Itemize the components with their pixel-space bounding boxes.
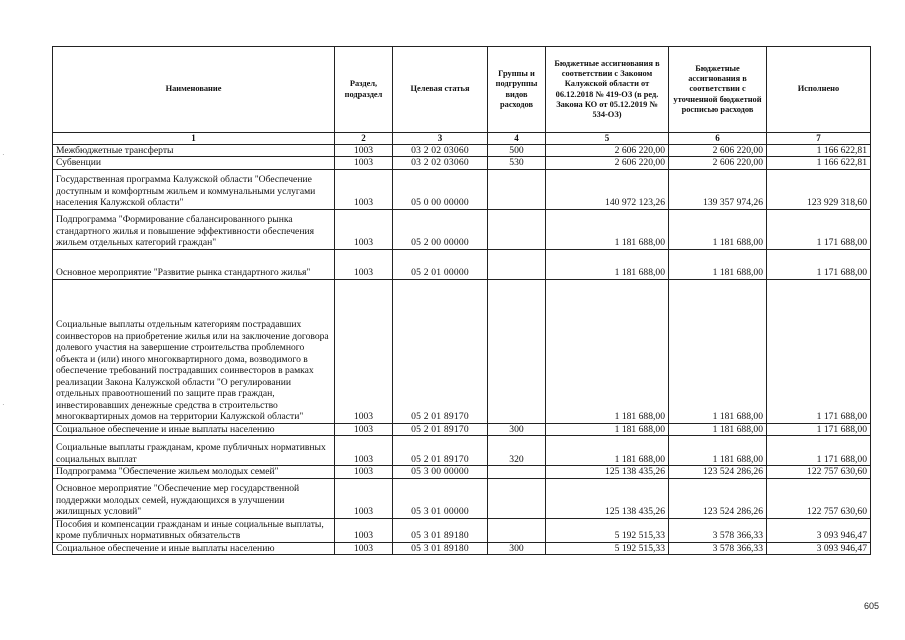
table-row <box>53 144 871 157</box>
column-number: 3 <box>393 133 488 145</box>
cell-section: 1003 <box>335 169 393 209</box>
cell-name: Подпрограмма "Формирование сбалансированного рынка стандартного жилья и повышение эффективности обеспечения жильем отдельных категорий граждан" <box>53 209 335 249</box>
cell-name: Основное мероприятие "Обеспечение мер государственной поддержки молодых семей, нуждающихся в улучшении жилищных условий" <box>53 478 335 518</box>
cell-name: Социальное обеспечение и иные выплаты населению <box>53 423 335 436</box>
cell-expense-type <box>488 169 546 209</box>
header-groups: Группы и подгруппы видов расходов <box>488 47 546 133</box>
header-target: Целевая статья <box>393 47 488 133</box>
header-section: Раздел, подраздел <box>335 47 393 133</box>
cell-refined-allocation: 1 181 688,00 <box>669 423 767 436</box>
table-row <box>53 249 871 279</box>
cell-refined-allocation: 2 606 220,00 <box>669 157 767 170</box>
cell-target: 05 2 01 00000 <box>393 249 488 279</box>
column-number: 6 <box>669 133 767 145</box>
cell-expense-type: 320 <box>488 436 546 466</box>
cell-expense-type: 300 <box>488 542 546 555</box>
table-row <box>53 518 871 542</box>
cell-law-allocation: 140 972 123,26 <box>546 169 669 209</box>
cell-law-allocation: 125 138 435,26 <box>546 466 669 479</box>
cell-target: 05 3 01 89180 <box>393 518 488 542</box>
cell-expense-type <box>488 209 546 249</box>
cell-executed: 3 093 946,47 <box>767 518 871 542</box>
cell-executed: 1 166 622,81 <box>767 157 871 170</box>
cell-executed: 122 757 630,60 <box>767 478 871 518</box>
cell-refined-allocation: 1 181 688,00 <box>669 279 767 423</box>
cell-law-allocation: 5 192 515,33 <box>546 542 669 555</box>
cell-section: 1003 <box>335 209 393 249</box>
table-body <box>53 133 871 555</box>
cell-executed: 1 171 688,00 <box>767 209 871 249</box>
cell-target: 05 2 01 89170 <box>393 423 488 436</box>
header-name: Наименование <box>53 47 335 133</box>
table-row <box>53 169 871 209</box>
cell-name: Социальные выплаты отдельным категориям пострадавших соинвесторов на приобретение жилья или на заключение договора долевого участия на завершение строительства проблемного объекта и (или) иного многоквартирного дома, возводимого в обеспечение требований пострадавших соинвесторов в рамках реализации Закона Калужской области "О регулировании отдельных правоотношений по защите прав граждан, инвестировавших денежные средства в строительство многоквартирных домов на территории Калужской области" <box>53 279 335 423</box>
cell-target: 05 3 01 89180 <box>393 542 488 555</box>
column-number: 2 <box>335 133 393 145</box>
cell-law-allocation: 2 606 220,00 <box>546 157 669 170</box>
cell-target: 05 2 01 89170 <box>393 436 488 466</box>
cell-target: 05 0 00 00000 <box>393 169 488 209</box>
cell-section: 1003 <box>335 478 393 518</box>
cell-refined-allocation: 139 357 974,26 <box>669 169 767 209</box>
cell-section: 1003 <box>335 249 393 279</box>
table-row <box>53 542 871 555</box>
cell-name: Пособия и компенсации гражданам и иные социальные выплаты, кроме публичных нормативных обязательств <box>53 518 335 542</box>
column-number: 1 <box>53 133 335 145</box>
table-row <box>53 478 871 518</box>
cell-name: Подпрограмма "Обеспечение жильем молодых семей" <box>53 466 335 479</box>
cell-target: 03 2 02 03060 <box>393 157 488 170</box>
cell-target: 05 3 01 00000 <box>393 478 488 518</box>
cell-refined-allocation: 3 578 366,33 <box>669 518 767 542</box>
cell-expense-type <box>488 478 546 518</box>
table-row <box>53 209 871 249</box>
cell-expense-type: 300 <box>488 423 546 436</box>
cell-law-allocation: 1 181 688,00 <box>546 436 669 466</box>
budget-table <box>52 46 871 555</box>
cell-law-allocation: 125 138 435,26 <box>546 478 669 518</box>
cell-executed: 1 171 688,00 <box>767 279 871 423</box>
cell-name: Основное мероприятие "Развитие рынка стандартного жилья" <box>53 249 335 279</box>
header-refined-allocations: Бюджетные ассигнования в соответствии с уточненной бюджетной росписью расходов <box>669 47 767 133</box>
cell-section: 1003 <box>335 144 393 157</box>
cell-executed: 1 171 688,00 <box>767 249 871 279</box>
cell-refined-allocation: 1 181 688,00 <box>669 209 767 249</box>
cell-refined-allocation: 2 606 220,00 <box>669 144 767 157</box>
cell-law-allocation: 5 192 515,33 <box>546 518 669 542</box>
cell-refined-allocation: 1 181 688,00 <box>669 436 767 466</box>
cell-name: Межбюджетные трансферты <box>53 144 335 157</box>
cell-law-allocation: 1 181 688,00 <box>546 423 669 436</box>
page-number: 605 <box>864 601 880 611</box>
cell-target: 05 3 00 00000 <box>393 466 488 479</box>
cell-section: 1003 <box>335 542 393 555</box>
cell-law-allocation: 1 181 688,00 <box>546 249 669 279</box>
cell-refined-allocation: 123 524 286,26 <box>669 466 767 479</box>
cell-target: 05 2 00 00000 <box>393 209 488 249</box>
cell-expense-type: 530 <box>488 157 546 170</box>
cell-section: 1003 <box>335 279 393 423</box>
cell-executed: 3 093 946,47 <box>767 542 871 555</box>
cell-expense-type <box>488 279 546 423</box>
cell-section: 1003 <box>335 518 393 542</box>
cell-target: 05 2 01 89170 <box>393 279 488 423</box>
table-row <box>53 436 871 466</box>
cell-section: 1003 <box>335 466 393 479</box>
cell-name: Государственная программа Калужской области "Обеспечение доступным и комфортным жильем и коммунальными услугами населения Калужской области" <box>53 169 335 209</box>
cell-refined-allocation: 1 181 688,00 <box>669 249 767 279</box>
cell-executed: 1 171 688,00 <box>767 423 871 436</box>
margin-mark: · <box>2 400 5 409</box>
header-executed: Исполнено <box>767 47 871 133</box>
column-number: 7 <box>767 133 871 145</box>
column-number: 5 <box>546 133 669 145</box>
cell-name: Субвенции <box>53 157 335 170</box>
cell-expense-type: 500 <box>488 144 546 157</box>
cell-refined-allocation: 3 578 366,33 <box>669 542 767 555</box>
table-row <box>53 279 871 423</box>
table-row <box>53 466 871 479</box>
header-row <box>53 47 871 133</box>
cell-expense-type <box>488 466 546 479</box>
cell-executed: 123 929 318,60 <box>767 169 871 209</box>
cell-law-allocation: 1 181 688,00 <box>546 209 669 249</box>
cell-executed: 122 757 630,60 <box>767 466 871 479</box>
cell-section: 1003 <box>335 423 393 436</box>
cell-refined-allocation: 123 524 286,26 <box>669 478 767 518</box>
column-number: 4 <box>488 133 546 145</box>
cell-name: Социальное обеспечение и иные выплаты населению <box>53 542 335 555</box>
column-number-row <box>53 133 871 145</box>
cell-expense-type <box>488 249 546 279</box>
cell-law-allocation: 1 181 688,00 <box>546 279 669 423</box>
header-law-allocations: Бюджетные ассигнования в соответствии с Законом Калужской области от 06.12.2018 № 419-ОЗ (в ред. Закона КО от 05.12.2019 № 534-ОЗ) <box>546 47 669 133</box>
cell-section: 1003 <box>335 436 393 466</box>
cell-executed: 1 171 688,00 <box>767 436 871 466</box>
cell-expense-type <box>488 518 546 542</box>
cell-target: 03 2 02 03060 <box>393 144 488 157</box>
cell-law-allocation: 2 606 220,00 <box>546 144 669 157</box>
cell-executed: 1 166 622,81 <box>767 144 871 157</box>
cell-name: Социальные выплаты гражданам, кроме публичных нормативных социальных выплат <box>53 436 335 466</box>
table-row <box>53 157 871 170</box>
margin-mark: · <box>2 150 5 159</box>
table-row <box>53 423 871 436</box>
cell-section: 1003 <box>335 157 393 170</box>
